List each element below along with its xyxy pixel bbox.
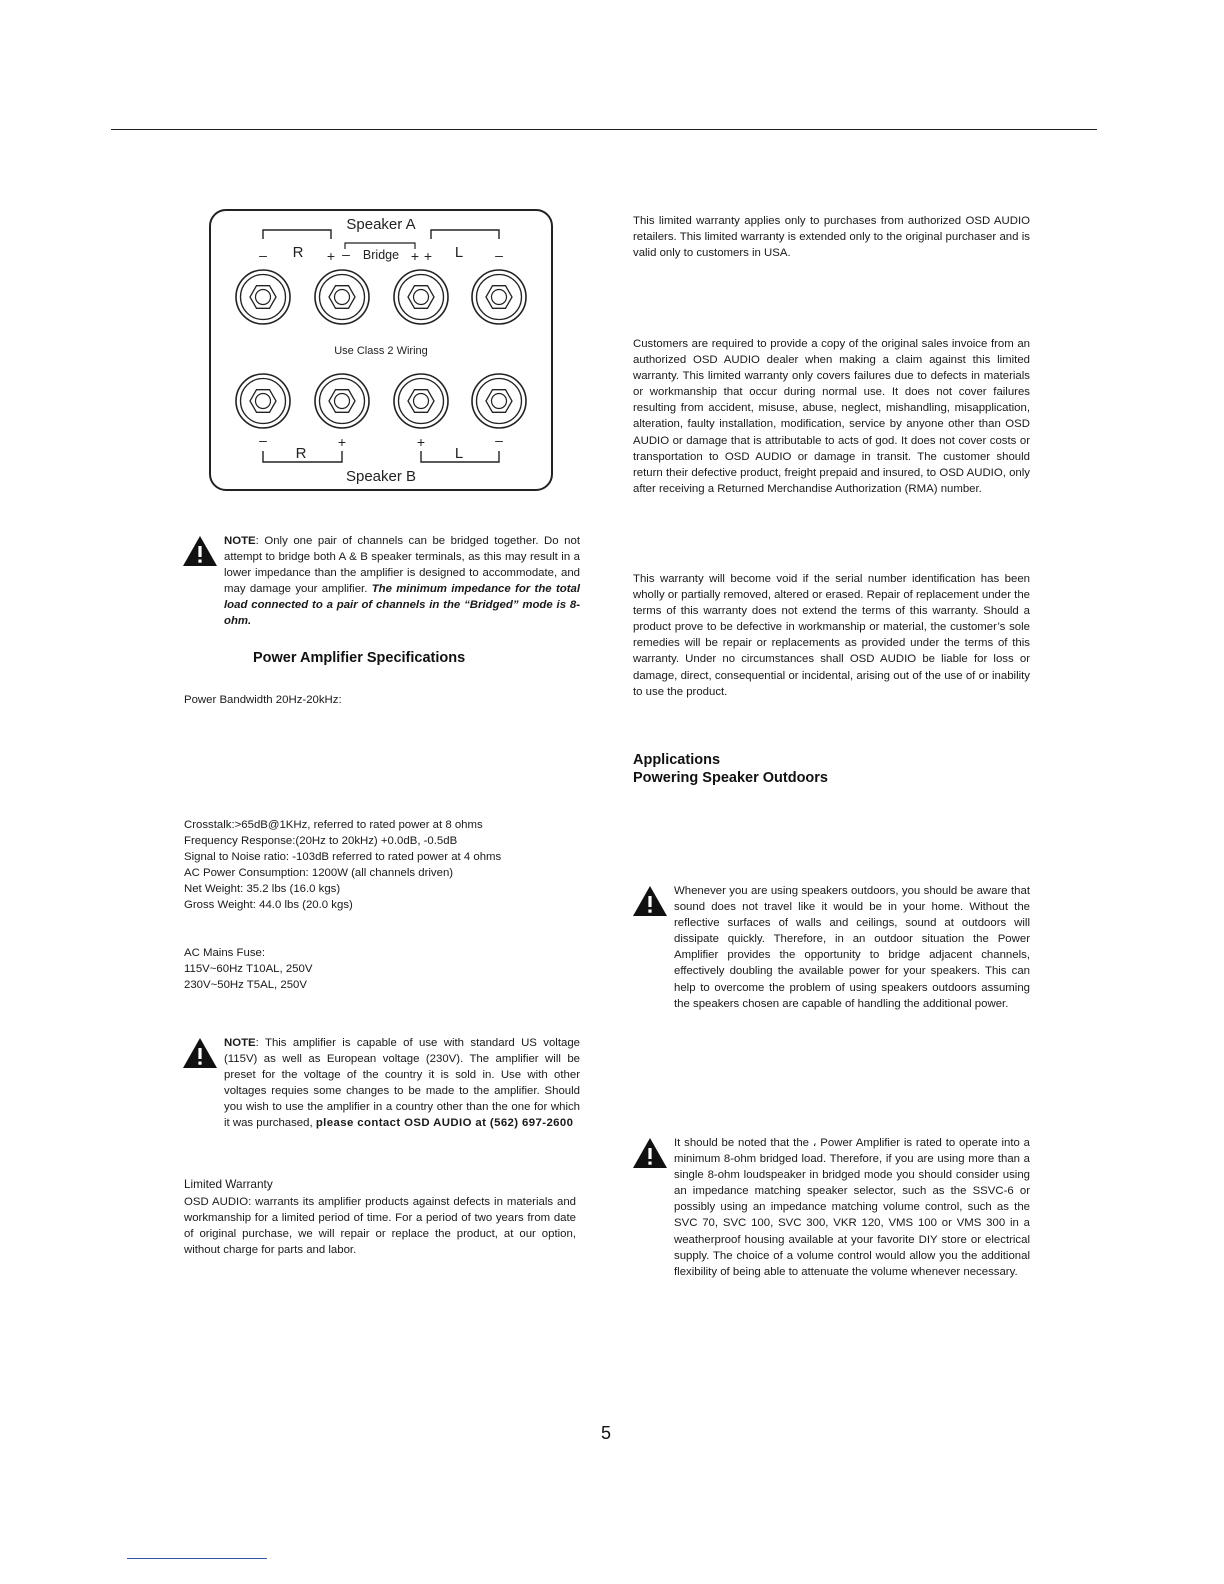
terminal-post xyxy=(315,270,369,324)
specs-heading: Power Amplifier Specifications xyxy=(253,650,466,666)
polarity-minus: – xyxy=(259,432,267,448)
terminal-post xyxy=(472,270,526,324)
spec-line: Net Weight: 35.2 lbs (16.0 kgs) xyxy=(184,883,341,896)
warranty-text: This limited warranty applies only to purchases from authorized OSD AUDIO retailers. This limited warranty is extended only to the original purchaser and is valid only to customers in USA. xyxy=(633,215,1030,260)
power-bandwidth: Power Bandwidth 20Hz-20kHz: xyxy=(184,694,342,706)
voltage-note xyxy=(224,1035,580,1132)
warning-icon xyxy=(632,1137,668,1169)
fuse-line: 230V~50Hz T5AL, 250V xyxy=(184,979,307,992)
warranty-text: This warranty will become void if the serial number identification has been wholly or partially removed, altered or erased. Repair of replacement under the terms of this warranty does not extend the terms of this warranty. Should a product prove to be defective in workmanship or material, the customer’s sole remedies will be repair or replacements as provided under the terms of this warranty. Under no circumstances shall OSD AUDIO be liable for loss or damage, direct, consequential or incidental, arising out of the use of or inability to use the product. xyxy=(633,573,1030,698)
warranty-text: OSD AUDIO: warrants its amplifier products against defects in materials and workmanship for a limited period of time. For a period of two years from date of original purchase, we will repair or replace the product, at our option, without charge for parts and labor. xyxy=(184,1196,576,1257)
note-emphasis: The minimum impedance for the total load connected to a pair of channels in the “Bridged” mode is 8-ohm. xyxy=(224,583,580,628)
channel-r-label: R xyxy=(295,445,307,462)
fuse-line: AC Mains Fuse: xyxy=(184,947,266,959)
warranty-heading: Limited Warranty xyxy=(184,1177,273,1191)
spec-line: Gross Weight: 44.0 lbs (20.0 kgs) xyxy=(184,899,353,912)
terminal-post xyxy=(315,374,369,428)
outdoor-paragraph xyxy=(674,883,1030,1012)
terminal-post xyxy=(236,270,290,324)
contact-info: please contact OSD AUDIO at (562) 697-2600 xyxy=(315,1117,574,1130)
terminal-post xyxy=(394,270,448,324)
spec-line: AC Power Consumption: 1200W (all channels driven) xyxy=(184,867,454,880)
note-text: : Only one pair of channels can be bridged together. Do not attempt to bridge both A & B speaker terminals, as this may result in a lower impedance than the amplifier is designed to accommodate, and may damage your amplifier. xyxy=(224,535,580,596)
fuse-line: 115V~60Hz T10AL, 250V xyxy=(184,963,313,976)
speaker-a-left-bracket xyxy=(431,230,499,239)
warranty-paragraph xyxy=(633,213,1030,261)
note-lead: NOTE xyxy=(224,535,256,547)
speaker-a-right-bracket xyxy=(263,230,331,239)
polarity-minus: – xyxy=(495,247,503,263)
applications-subheading: Powering Speaker Outdoors xyxy=(633,770,828,786)
header-rule xyxy=(111,129,1097,130)
wiring-label: Use Class 2 Wiring xyxy=(334,345,428,357)
polarity-plus: + xyxy=(326,248,336,264)
channel-r-label: R xyxy=(292,244,304,261)
polarity-minus: – xyxy=(495,432,503,448)
speaker-b-label: Speaker B xyxy=(345,468,417,485)
warranty-paragraph xyxy=(633,336,1030,497)
speaker-terminal-diagram xyxy=(205,205,560,497)
warranty-text: Customers are required to provide a copy of the original sales invoice from an authorized OSD AUDIO dealer when making a claim against this limited warranty. This limited warranty only covers failures due to defects in materials or workmanship that occur during normal use. It does not cover failures resulting from accident, misuse, abuse, neglect, mishandling, misapplication, alteration, faulty installation, modification, service by anyone other than OSD AUDIO or damage that is attributable to acts of god. It does not cover costs or transportation to OSD AUDIO or damage in transit. The customer should return their defective product, freight prepaid and insured, to OSD AUDIO, only after receiving a Returned Merchandise Authorization (RMA) number. xyxy=(633,338,1030,495)
spec-line: Signal to Noise ratio: -103dB referred to rated power at 4 ohms xyxy=(184,851,502,864)
warning-icon xyxy=(182,535,218,567)
warranty-paragraph xyxy=(184,1194,576,1258)
polarity-plus: + xyxy=(416,434,426,450)
polarity-plus: + xyxy=(410,248,420,264)
warning-icon xyxy=(182,1037,218,1069)
polarity-plus: + xyxy=(337,434,347,450)
impedance-text: It should be noted that the ، Power Amplifier is rated to operate into a minimum 8-ohm bridged load. Therefore, if you are using more than a single 8-ohm loudspeaker in bridged mode you should consider using an impedance matching speaker selector, such as the SSVC-6 or possibly using an impedance matching volume control, such as the SVC 70, SVC 100, SVC 300, VKR 120, VMS 100 or VMS 300 in a weatherproof housing available at your favorite DIY store or electrical supply. The choice of a volume control would allow you the additional flexibility of being able to attenuate the volume whenever necessary. xyxy=(674,1137,1030,1278)
applications-heading: Applications xyxy=(633,752,721,768)
outdoor-text: Whenever you are using speakers outdoors, you should be aware that sound does not travel like it would be in your home. Without the reflective surfaces of walls and ceilings, sound at outdoors will dissipate quickly. Therefore, in an outdoor situation the Power Amplifier provides the opportunity to bridge adjacent channels, effectively doubling the available power for your speakers. This can help to overcome the problem of using speakers outdoors assuming the speakers chosen are capable of handling the additional power. xyxy=(674,885,1030,1010)
fuse-list xyxy=(184,945,312,993)
spec-line: Frequency Response:(20Hz to 20kHz) +0.0dB, -0.5dB xyxy=(184,835,458,848)
impedance-paragraph xyxy=(674,1135,1030,1280)
polarity-minus: – xyxy=(259,247,267,263)
note-lead: NOTE xyxy=(224,1037,256,1049)
note-text: : This amplifier is capable of use with standard US voltage (115V) as well as European voltage (230V). The amplifier will be preset for the voltage of the country it is sold in. Use with other voltages requies some changes to be made to the amplifier. Should you wish to use the amplifier in a country other than the one for which it was purchased, xyxy=(224,1037,580,1130)
speaker-a-label: Speaker A xyxy=(346,216,416,233)
bridge-note xyxy=(224,533,580,630)
terminal-post xyxy=(472,374,526,428)
page-number: 5 xyxy=(601,1423,612,1443)
polarity-minus: – xyxy=(342,246,350,262)
footer-rule xyxy=(127,1558,267,1559)
polarity-plus: + xyxy=(423,248,433,264)
warranty-paragraph xyxy=(633,571,1030,700)
channel-l-label: L xyxy=(454,244,464,261)
spec-line: Crosstalk:>65dB@1KHz, referred to rated power at 8 ohms xyxy=(184,819,483,831)
specs-list xyxy=(184,817,501,914)
channel-l-label: L xyxy=(454,445,464,462)
bridge-label: Bridge xyxy=(362,248,400,262)
terminal-post xyxy=(236,374,290,428)
warning-icon xyxy=(632,885,668,917)
terminal-post xyxy=(394,374,448,428)
